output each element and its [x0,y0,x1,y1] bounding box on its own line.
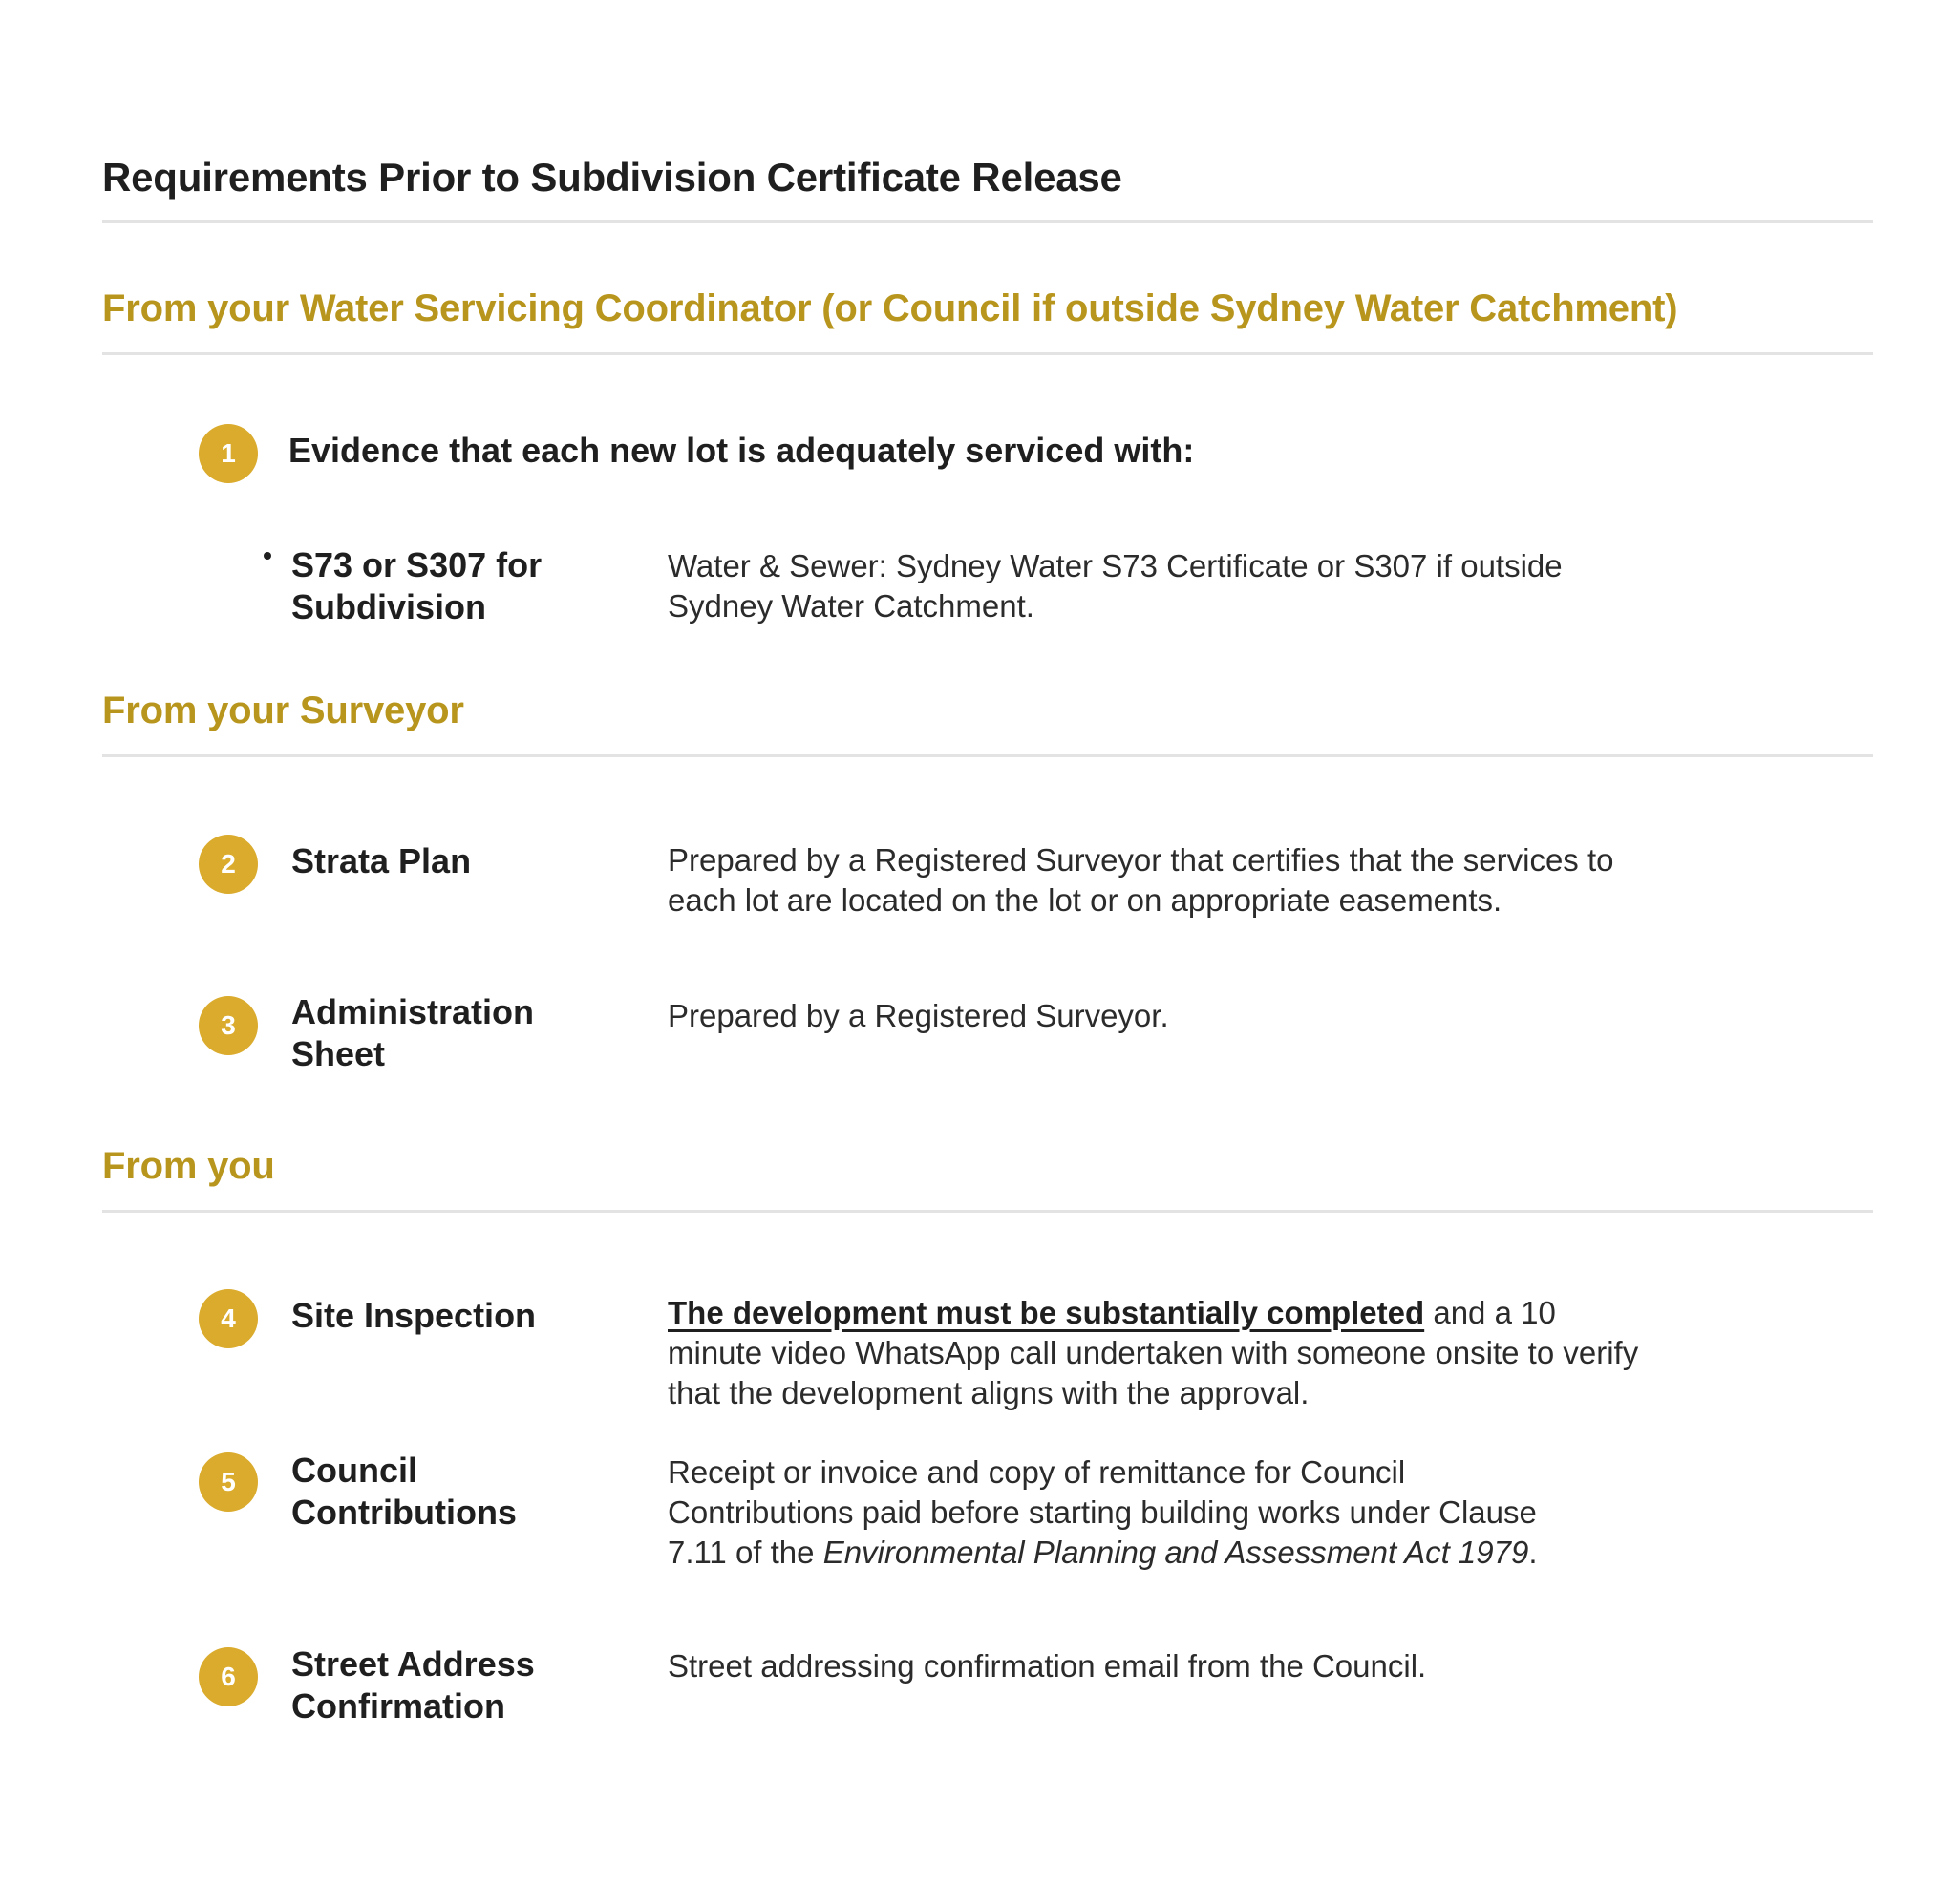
bullet-point [264,552,271,560]
step-number-badge-2: 2 [199,835,258,894]
section-heading-surveyor: From your Surveyor [102,689,464,731]
substantially-completed-emphasis: The development must be substantially completed [668,1295,1425,1330]
item-label-strata-plan: Strata Plan [291,841,472,880]
item-label-street-address: Street Address Confirmation [291,1644,535,1726]
step-number-badge-5: 5 [199,1452,258,1512]
item-desc-s73-s307: Water & Sewer: Sydney Water S73 Certificate or S307 if outside Sydney Water Catchment. [668,548,1563,624]
step-number-badge-6: 6 [199,1647,258,1706]
item-label-administration-sheet: Administration Sheet [291,992,535,1073]
council-contributions-desc-prefix: Receipt or invoice and copy of remittance for Council Contributions paid before starting building works under Clause 7.11 of the [668,1454,1537,1570]
section-divider-water-servicing [102,352,1873,355]
item-desc-street-address: Street addressing confirmation email from the Council. [668,1648,1427,1684]
item-desc-strata-plan: Prepared by a Registered Surveyor that certifies that the services to each lot are located on the lot or on appropriate easements. [668,842,1614,918]
step-number-badge-3: 3 [199,996,258,1055]
item-label-council-contributions: Council Contributions [291,1451,517,1532]
step-number-badge-1: 1 [199,424,258,483]
act-title-italic: Environmental Planning and Assessment Act 1979 [822,1535,1529,1570]
site-inspection-desc-rest: and a 10 minute video WhatsApp call undertaken with someone onsite to verify that the development aligns with the approval. [668,1295,1639,1410]
item-desc-site-inspection [668,1293,1642,1413]
section-divider-surveyor [102,754,1873,757]
title-divider [102,220,1873,223]
item-label-s73-s307: S73 or S307 for Subdivision [291,545,543,626]
item-desc-administration-sheet: Prepared by a Registered Surveyor. [668,998,1169,1033]
step-number-badge-4: 4 [199,1289,258,1348]
page-title: Requirements Prior to Subdivision Certificate Release [102,155,1122,200]
section-divider-from-you [102,1210,1873,1213]
council-contributions-desc-suffix: . [1528,1535,1538,1570]
item-desc-council-contributions [668,1452,1585,1573]
section-heading-from-you: From you [102,1145,275,1187]
item-label-site-inspection: Site Inspection [291,1296,537,1335]
section-heading-water-servicing: From your Water Servicing Coordinator (or Council if outside Sydney Water Catchment) [102,287,1678,329]
intro-evidence-text: Evidence that each new lot is adequately serviced with: [288,431,1195,470]
